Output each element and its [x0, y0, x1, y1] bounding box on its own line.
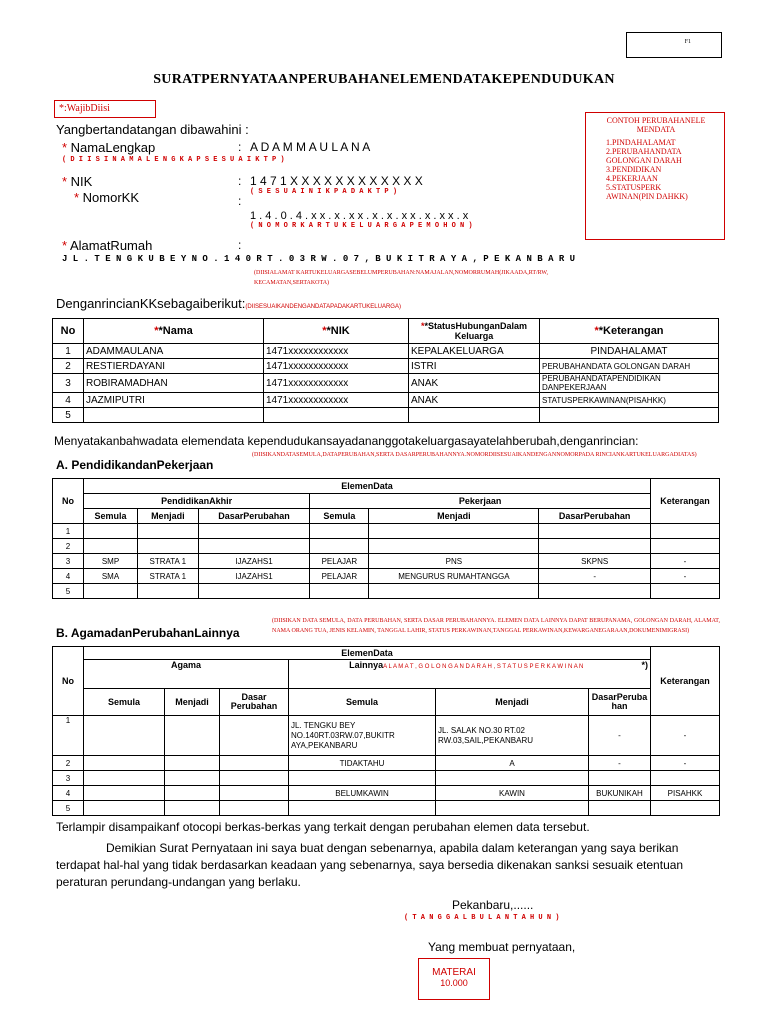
- cell: -: [539, 569, 651, 584]
- colon: :: [238, 140, 242, 154]
- nama-hint: ( D I I S I N A M A L E N G K A P S E S U A I K T P ): [62, 156, 285, 164]
- cell: [264, 408, 409, 423]
- col-no: No: [53, 647, 84, 716]
- cell: [651, 771, 720, 786]
- example-item: 1.PINDAHALAMAT: [606, 138, 676, 147]
- form-code: F1: [684, 39, 691, 45]
- col-keterangan: Keterangan: [651, 647, 720, 716]
- col-menjadi: Menjadi: [165, 689, 220, 716]
- col-menjadi: Menjadi: [369, 509, 539, 524]
- cell: [651, 801, 720, 816]
- cell: [165, 771, 220, 786]
- nik-label: * NIK: [62, 174, 93, 189]
- place-date: Pekanbaru,......: [452, 898, 534, 912]
- table-header: [53, 689, 720, 716]
- col-elemen: ElemenData: [84, 479, 651, 494]
- cell: 2: [53, 756, 84, 771]
- colon: :: [238, 174, 242, 188]
- cell: [651, 539, 720, 554]
- cell: SMP: [84, 554, 138, 569]
- cell: ISTRI: [409, 359, 540, 374]
- religion-table: [52, 646, 720, 816]
- cell: -: [589, 716, 651, 756]
- section-a-title: A. PendidikandanPekerjaan: [56, 458, 214, 472]
- cell: 1: [53, 344, 84, 359]
- kk-label: * NomorKK: [74, 190, 140, 205]
- table-row: [53, 786, 720, 801]
- cell: STRATA 1: [137, 554, 198, 569]
- example-box: [585, 112, 725, 240]
- alamat-value: J L . T E N G K U B E Y N O . 1 4 0 R T . 0 3 R W . 0 7 , B U K I T R A Y A , P E K A N B A R U: [62, 254, 576, 264]
- colon: :: [238, 194, 242, 208]
- cell: STRATA 1: [137, 569, 198, 584]
- materai-value: 10.000: [440, 978, 468, 988]
- cell: 1: [53, 524, 84, 539]
- col-status: **StatusHubunganDalam Keluarga: [409, 319, 540, 344]
- cell: [436, 771, 589, 786]
- cell: [369, 539, 539, 554]
- date-hint: ( T A N G G A L B U L A N T A H U N ): [404, 914, 560, 922]
- cell: [220, 716, 289, 756]
- cell: TIDAKTAHU: [289, 756, 436, 771]
- cell: [289, 771, 436, 786]
- cell: [409, 408, 540, 423]
- col-menjadi: Menjadi: [436, 689, 589, 716]
- cell: PNS: [369, 554, 539, 569]
- cell: [165, 786, 220, 801]
- table-row: [53, 554, 720, 569]
- cell: JL. TENGKU BEY NO.140RT.03RW.07,BUKITR AYA,PEKANBARU: [289, 716, 436, 756]
- cell: [540, 408, 719, 423]
- kk-intro: DenganrincianKKsebagaiberikut:(DIISESUAIKANDENGANDATAPADAKARTUKELUARGA): [56, 296, 401, 311]
- col-semula: Semula: [84, 509, 138, 524]
- cell: [84, 408, 264, 423]
- col-semula: Semula: [310, 509, 369, 524]
- cell: 1: [53, 716, 84, 756]
- cell: A: [436, 756, 589, 771]
- declare-text: Menyatakanbahwadata elemendata kependudukansayadananggotakeluargasayatelahberubah,denganrincian:: [54, 434, 639, 448]
- cell: PINDAHALAMAT: [540, 344, 719, 359]
- col-dasar: Dasar Perubahan: [220, 689, 289, 716]
- table-row: [53, 539, 720, 554]
- table-header: [53, 509, 720, 524]
- table-row: [53, 359, 719, 374]
- col-keterangan: **Keterangan: [540, 319, 719, 344]
- cell: 4: [53, 786, 84, 801]
- col-lainnya: LainnyaA L A M A T , G O L O N G A N D A R A H , S T A T U S P E R K A W I N A N *): [289, 660, 651, 689]
- cell: [220, 756, 289, 771]
- cell: [198, 584, 310, 599]
- cell: PERUBAHANDATAPENDIDIKAN DANPEKERJAAN: [540, 374, 719, 393]
- kk-value: 1 . 4 . 0 . 4 . x x . x . x x . x . x . x x . x . x x . x: [250, 210, 469, 222]
- cell: [436, 801, 589, 816]
- cell: 2: [53, 539, 84, 554]
- cell: 1471xxxxxxxxxxxx: [264, 374, 409, 393]
- cell: 3: [53, 771, 84, 786]
- cell: [369, 584, 539, 599]
- section-b-hint: (DIISIKAN DATA SEMULA, DATA PERUBAHAN, SERTA DASAR PERUBAHANNYA. ELEMEN DATA LAINNYA DAPAT BERUPANAMA, GOLONGAN DARAH, ALAMAT, NAMA ORANG TUA, JENIS KELAMIN, TANGGAL LAHIR, STATUS PERKAWINAN,TANGGAL PERKAWINAN,KEWARGANEGARAAN,DOKUMENIMIGRASI): [272, 618, 720, 634]
- cell: [310, 524, 369, 539]
- cell: 5: [53, 584, 84, 599]
- nama-label: * NamaLengkap: [62, 140, 156, 155]
- col-semula: Semula: [84, 689, 165, 716]
- cell: [539, 584, 651, 599]
- lainnya-hint: A L A M A T , G O L O N G A N D A R A H , S T A T U S P E R K A W I N A N: [383, 664, 584, 670]
- table-row: [53, 771, 720, 786]
- table-header: [53, 319, 719, 344]
- cell: PELAJAR: [310, 569, 369, 584]
- closing-text: Demikian Surat Pernyataan ini saya buat dengan sebenarnya, apabila dalam keterangan yang saya berikan terdapat hal-hal yang tidak berdasarkan keadaan yang sebenarnya, saya bersedia dikenakan sanksi sesuaik etentuan peraturan perundang-undangan yang berlaku.: [56, 841, 684, 889]
- table-header: [53, 479, 720, 494]
- cell: [220, 801, 289, 816]
- cell: KEPALAKELUARGA: [409, 344, 540, 359]
- cell: IJAZAHS1: [198, 569, 310, 584]
- cell: 5: [53, 408, 84, 423]
- cell: STATUSPERKAWINAN(PISAHKK): [540, 393, 719, 408]
- cell: -: [651, 756, 720, 771]
- cell: [84, 584, 138, 599]
- col-elemen: ElemenData: [84, 647, 651, 660]
- cell: [651, 524, 720, 539]
- cell: SMA: [84, 569, 138, 584]
- cell: RESTIERDAYANI: [84, 359, 264, 374]
- cell: PERUBAHANDATA GOLONGAN DARAH: [540, 359, 719, 374]
- cell: [84, 801, 165, 816]
- example-item: 3.PENDIDIKAN: [606, 165, 662, 174]
- nik-hint: ( S E S U A I N I K P A D A K T P ): [250, 188, 398, 196]
- col-dasar: DasarPeruba han: [589, 689, 651, 716]
- kk-hint: ( N O M O R K A R T U K E L U A R G A P E M O H O N ): [250, 222, 473, 230]
- cell: [84, 716, 165, 756]
- table-header: [53, 494, 720, 509]
- cell: -: [651, 554, 720, 569]
- example-item: 2.PERUBAHANDATA GOLONGAN DARAH: [606, 147, 682, 165]
- cell: [84, 756, 165, 771]
- cell: JL. SALAK NO.30 RT.02 RW.03,SAIL,PEKANBARU: [436, 716, 589, 756]
- cell: 1471xxxxxxxxxxxx: [264, 344, 409, 359]
- cell: JAZMIPUTRI: [84, 393, 264, 408]
- example-item: 4.PEKERJAAN: [606, 174, 658, 183]
- attach-text: Terlampir disampaikanf otocopi berkas-berkas yang terkait dengan perubahan elemen data tersebut.: [56, 820, 590, 834]
- cell: [84, 786, 165, 801]
- col-pekerjaan: Pekerjaan: [310, 494, 651, 509]
- alamat-label: * AlamatRumah: [62, 238, 153, 253]
- table-row: [53, 408, 719, 423]
- cell: [369, 524, 539, 539]
- table-row: [53, 756, 720, 771]
- cell: [137, 584, 198, 599]
- example-heading: CONTOH PERUBAHANELE MENDATA: [606, 116, 706, 134]
- cell: -: [651, 569, 720, 584]
- col-agama: Agama: [84, 660, 289, 689]
- col-nik: **NIK: [264, 319, 409, 344]
- col-no: No: [53, 319, 84, 344]
- section-b-title: B. AgamadanPerubahanLainnya: [56, 626, 240, 640]
- cell: 4: [53, 393, 84, 408]
- cell: [165, 756, 220, 771]
- cell: BELUMKAWIN: [289, 786, 436, 801]
- cell: [651, 584, 720, 599]
- cell: [84, 539, 138, 554]
- alamat-hint: (DIISIALAMAT KARTUKELUARGASEBELUMPERUBAHAN:NAMAJALAN,NOMORRUMAH(JIKAADA,RT/RW, KECAMATAN,SERTAKOTA): [254, 270, 548, 286]
- page-title: SURATPERNYATAANPERUBAHANELEMENDATAKEPENDUDUKAN: [153, 72, 615, 87]
- cell: BUKUNIKAH: [589, 786, 651, 801]
- cell: [539, 524, 651, 539]
- section-a-hint: (DIISIKANDATASEMULA,DATAPERUBAHAN,SERTA DASARPERUBAHANNYA.NOMORDIISESUAIKANDENGANNOMORPADA RINCIANKARTUKELUARGADIATAS): [252, 452, 697, 458]
- col-dasar: DasarPerubahan: [198, 509, 310, 524]
- cell: [137, 524, 198, 539]
- table-row: [53, 801, 720, 816]
- cell: ANAK: [409, 393, 540, 408]
- col-pendidikan: PendidikanAkhir: [84, 494, 310, 509]
- table-row: [53, 524, 720, 539]
- table-row: [53, 584, 720, 599]
- table-header: [53, 660, 720, 689]
- cell: [165, 801, 220, 816]
- col-semula: Semula: [289, 689, 436, 716]
- materai-box: [418, 958, 490, 1000]
- col-menjadi: Menjadi: [137, 509, 198, 524]
- cell: ANAK: [409, 374, 540, 393]
- col-keterangan: Keterangan: [651, 479, 720, 524]
- cell: 5: [53, 801, 84, 816]
- cell: ADAMMAULANA: [84, 344, 264, 359]
- education-table: [52, 478, 720, 599]
- table-row: [53, 569, 720, 584]
- nik-value: 1 4 7 1 X X X X X X X X X X X X: [250, 174, 423, 188]
- cell: [165, 716, 220, 756]
- col-no: No: [53, 479, 84, 524]
- cell: 1471xxxxxxxxxxxx: [264, 359, 409, 374]
- cell: 1471xxxxxxxxxxxx: [264, 393, 409, 408]
- cell: 3: [53, 374, 84, 393]
- intro-text: Yangbertandatangan dibawahini :: [56, 122, 249, 137]
- cell: [589, 801, 651, 816]
- cell: [539, 539, 651, 554]
- cell: KAWIN: [436, 786, 589, 801]
- lainnya-star: *): [641, 660, 648, 670]
- cell: [220, 771, 289, 786]
- cell: [289, 801, 436, 816]
- col-nama: **Nama: [84, 319, 264, 344]
- form-code-box: [626, 32, 722, 58]
- table-row: [53, 716, 720, 756]
- example-item: 5.STATUSPERK AWINAN(PIN DAHKK): [606, 183, 688, 201]
- table-row: [53, 393, 719, 408]
- cell: PELAJAR: [310, 554, 369, 569]
- cell: [84, 524, 138, 539]
- table-row: [53, 344, 719, 359]
- table-row: [53, 374, 719, 393]
- colon: :: [238, 238, 242, 252]
- cell: [84, 771, 165, 786]
- cell: IJAZAHS1: [198, 554, 310, 569]
- cell: SKPNS: [539, 554, 651, 569]
- cell: -: [589, 756, 651, 771]
- cell: [137, 539, 198, 554]
- materai-label: MATERAI: [432, 967, 476, 978]
- table-header: [53, 647, 720, 660]
- nama-value: A D A M M A U L A N A: [250, 140, 371, 154]
- signer-text: Yang membuat pernyataan,: [428, 940, 576, 954]
- cell: 2: [53, 359, 84, 374]
- cell: MENGURUS RUMAHTANGGA: [369, 569, 539, 584]
- cell: [220, 786, 289, 801]
- cell: [198, 539, 310, 554]
- cell: -: [651, 716, 720, 756]
- required-note: *:WajibDiisi: [54, 100, 156, 118]
- family-table: [52, 318, 719, 423]
- col-dasar: DasarPerubahan: [539, 509, 651, 524]
- cell: ROBIRAMADHAN: [84, 374, 264, 393]
- cell: [310, 584, 369, 599]
- cell: [589, 771, 651, 786]
- cell: 3: [53, 554, 84, 569]
- cell: [198, 524, 310, 539]
- cell: PISAHKK: [651, 786, 720, 801]
- cell: 4: [53, 569, 84, 584]
- cell: [310, 539, 369, 554]
